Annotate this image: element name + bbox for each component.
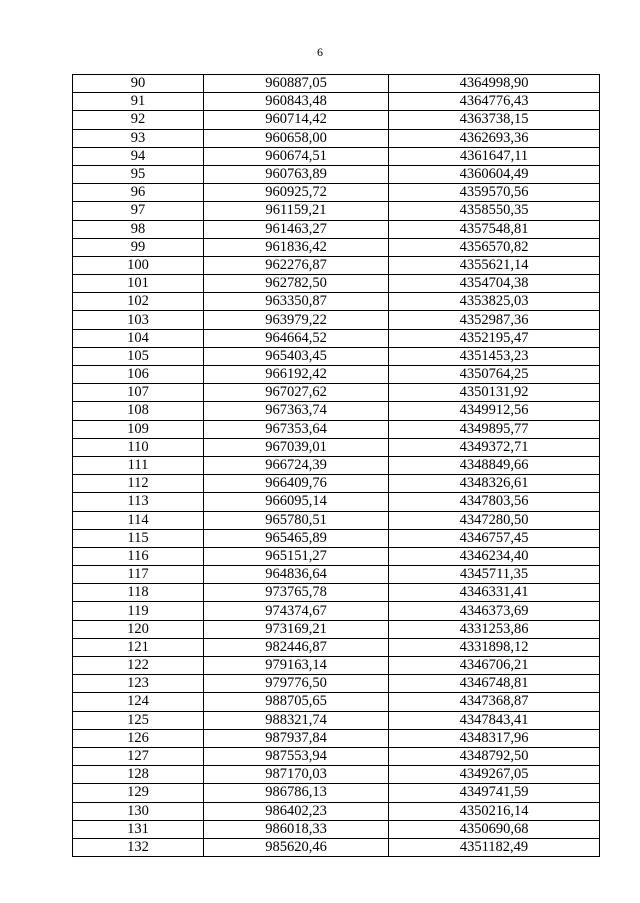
- y-coordinate-cell: 4352987,36: [389, 311, 600, 329]
- table-row: [73, 147, 600, 165]
- point-number-cell: 125: [73, 711, 204, 729]
- x-coordinate-cell: 965780,51: [204, 511, 389, 529]
- y-coordinate-cell: 4346331,41: [389, 584, 600, 602]
- y-coordinate-cell: 4357548,81: [389, 220, 600, 238]
- table-row: [73, 547, 600, 565]
- y-coordinate-cell: 4348849,66: [389, 456, 600, 474]
- y-coordinate-cell: 4346757,45: [389, 529, 600, 547]
- y-coordinate-cell: 4349372,71: [389, 438, 600, 456]
- point-number-cell: 130: [73, 802, 204, 820]
- x-coordinate-cell: 987553,94: [204, 747, 389, 765]
- point-number-cell: 110: [73, 438, 204, 456]
- x-coordinate-cell: 967039,01: [204, 438, 389, 456]
- point-number-cell: 121: [73, 638, 204, 656]
- y-coordinate-cell: 4362693,36: [389, 129, 600, 147]
- table-row: [73, 493, 600, 511]
- table-row: [73, 802, 600, 820]
- x-coordinate-cell: 974374,67: [204, 602, 389, 620]
- table-row: [73, 638, 600, 656]
- y-coordinate-cell: 4349741,59: [389, 784, 600, 802]
- x-coordinate-cell: 988705,65: [204, 693, 389, 711]
- table-row: [73, 165, 600, 183]
- x-coordinate-cell: 961159,21: [204, 202, 389, 220]
- point-number-cell: 126: [73, 729, 204, 747]
- table-row: [73, 220, 600, 238]
- table-row: [73, 475, 600, 493]
- x-coordinate-cell: 988321,74: [204, 711, 389, 729]
- x-coordinate-cell: 979163,14: [204, 657, 389, 675]
- table-row: [73, 511, 600, 529]
- y-coordinate-cell: 4331253,86: [389, 620, 600, 638]
- table-row: [73, 620, 600, 638]
- x-coordinate-cell: 987937,84: [204, 729, 389, 747]
- y-coordinate-cell: 4347843,41: [389, 711, 600, 729]
- coordinates-table-body: [73, 75, 600, 857]
- point-number-cell: 116: [73, 547, 204, 565]
- x-coordinate-cell: 986018,33: [204, 820, 389, 838]
- point-number-cell: 109: [73, 420, 204, 438]
- table-row: [73, 766, 600, 784]
- x-coordinate-cell: 960714,42: [204, 111, 389, 129]
- point-number-cell: 102: [73, 293, 204, 311]
- table-row: [73, 293, 600, 311]
- y-coordinate-cell: 4350216,14: [389, 802, 600, 820]
- y-coordinate-cell: 4355621,14: [389, 256, 600, 274]
- coordinates-table: [72, 74, 600, 857]
- x-coordinate-cell: 973169,21: [204, 620, 389, 638]
- x-coordinate-cell: 987170,03: [204, 766, 389, 784]
- x-coordinate-cell: 960925,72: [204, 184, 389, 202]
- point-number-cell: 111: [73, 456, 204, 474]
- table-row: [73, 529, 600, 547]
- y-coordinate-cell: 4347368,87: [389, 693, 600, 711]
- table-row: [73, 438, 600, 456]
- y-coordinate-cell: 4353825,03: [389, 293, 600, 311]
- x-coordinate-cell: 963979,22: [204, 311, 389, 329]
- x-coordinate-cell: 966409,76: [204, 475, 389, 493]
- table-row: [73, 75, 600, 93]
- point-number-cell: 107: [73, 384, 204, 402]
- y-coordinate-cell: 4351182,49: [389, 838, 600, 856]
- x-coordinate-cell: 966192,42: [204, 366, 389, 384]
- table-row: [73, 184, 600, 202]
- table-row: [73, 711, 600, 729]
- y-coordinate-cell: 4359570,56: [389, 184, 600, 202]
- point-number-cell: 95: [73, 165, 204, 183]
- y-coordinate-cell: 4354704,38: [389, 275, 600, 293]
- table-row: [73, 111, 600, 129]
- point-number-cell: 124: [73, 693, 204, 711]
- point-number-cell: 91: [73, 93, 204, 111]
- y-coordinate-cell: 4345711,35: [389, 566, 600, 584]
- point-number-cell: 128: [73, 766, 204, 784]
- y-coordinate-cell: 4351453,23: [389, 347, 600, 365]
- y-coordinate-cell: 4356570,82: [389, 238, 600, 256]
- y-coordinate-cell: 4350690,68: [389, 820, 600, 838]
- point-number-cell: 129: [73, 784, 204, 802]
- point-number-cell: 118: [73, 584, 204, 602]
- table-row: [73, 347, 600, 365]
- point-number-cell: 92: [73, 111, 204, 129]
- x-coordinate-cell: 965151,27: [204, 547, 389, 565]
- point-number-cell: 132: [73, 838, 204, 856]
- y-coordinate-cell: 4348326,61: [389, 475, 600, 493]
- page-number: 6: [317, 45, 323, 59]
- table-row: [73, 602, 600, 620]
- table-row: [73, 93, 600, 111]
- x-coordinate-cell: 965403,45: [204, 347, 389, 365]
- point-number-cell: 122: [73, 657, 204, 675]
- x-coordinate-cell: 964664,52: [204, 329, 389, 347]
- y-coordinate-cell: 4346748,81: [389, 675, 600, 693]
- y-coordinate-cell: 4346234,40: [389, 547, 600, 565]
- y-coordinate-cell: 4347280,50: [389, 511, 600, 529]
- y-coordinate-cell: 4349895,77: [389, 420, 600, 438]
- table-row: [73, 784, 600, 802]
- x-coordinate-cell: 962276,87: [204, 256, 389, 274]
- x-coordinate-cell: 967353,64: [204, 420, 389, 438]
- x-coordinate-cell: 985620,46: [204, 838, 389, 856]
- point-number-cell: 106: [73, 366, 204, 384]
- point-number-cell: 113: [73, 493, 204, 511]
- y-coordinate-cell: 4349267,05: [389, 766, 600, 784]
- point-number-cell: 112: [73, 475, 204, 493]
- point-number-cell: 115: [73, 529, 204, 547]
- point-number-cell: 98: [73, 220, 204, 238]
- point-number-cell: 100: [73, 256, 204, 274]
- point-number-cell: 120: [73, 620, 204, 638]
- y-coordinate-cell: 4348792,50: [389, 747, 600, 765]
- y-coordinate-cell: 4363738,15: [389, 111, 600, 129]
- x-coordinate-cell: 986786,13: [204, 784, 389, 802]
- table-row: [73, 129, 600, 147]
- table-row: [73, 657, 600, 675]
- x-coordinate-cell: 982446,87: [204, 638, 389, 656]
- point-number-cell: 90: [73, 75, 204, 93]
- table-row: [73, 675, 600, 693]
- x-coordinate-cell: 964836,64: [204, 566, 389, 584]
- y-coordinate-cell: 4352195,47: [389, 329, 600, 347]
- point-number-cell: 97: [73, 202, 204, 220]
- table-row: [73, 311, 600, 329]
- x-coordinate-cell: 966724,39: [204, 456, 389, 474]
- y-coordinate-cell: 4346373,69: [389, 602, 600, 620]
- x-coordinate-cell: 960763,89: [204, 165, 389, 183]
- x-coordinate-cell: 961463,27: [204, 220, 389, 238]
- point-number-cell: 123: [73, 675, 204, 693]
- table-row: [73, 820, 600, 838]
- point-number-cell: 104: [73, 329, 204, 347]
- x-coordinate-cell: 973765,78: [204, 584, 389, 602]
- x-coordinate-cell: 986402,23: [204, 802, 389, 820]
- table-row: [73, 584, 600, 602]
- x-coordinate-cell: 965465,89: [204, 529, 389, 547]
- y-coordinate-cell: 4358550,35: [389, 202, 600, 220]
- table-row: [73, 693, 600, 711]
- table-row: [73, 366, 600, 384]
- point-number-cell: 119: [73, 602, 204, 620]
- point-number-cell: 94: [73, 147, 204, 165]
- y-coordinate-cell: 4347803,56: [389, 493, 600, 511]
- table-row: [73, 275, 600, 293]
- table-row: [73, 238, 600, 256]
- point-number-cell: 101: [73, 275, 204, 293]
- table-row: [73, 838, 600, 856]
- x-coordinate-cell: 960674,51: [204, 147, 389, 165]
- x-coordinate-cell: 961836,42: [204, 238, 389, 256]
- x-coordinate-cell: 960658,00: [204, 129, 389, 147]
- x-coordinate-cell: 960887,05: [204, 75, 389, 93]
- x-coordinate-cell: 960843,48: [204, 93, 389, 111]
- table-row: [73, 566, 600, 584]
- x-coordinate-cell: 966095,14: [204, 493, 389, 511]
- y-coordinate-cell: 4360604,49: [389, 165, 600, 183]
- table-row: [73, 747, 600, 765]
- x-coordinate-cell: 979776,50: [204, 675, 389, 693]
- table-row: [73, 256, 600, 274]
- point-number-cell: 131: [73, 820, 204, 838]
- point-number-cell: 96: [73, 184, 204, 202]
- y-coordinate-cell: 4364998,90: [389, 75, 600, 93]
- y-coordinate-cell: 4348317,96: [389, 729, 600, 747]
- table-row: [73, 329, 600, 347]
- point-number-cell: 117: [73, 566, 204, 584]
- point-number-cell: 99: [73, 238, 204, 256]
- y-coordinate-cell: 4349912,56: [389, 402, 600, 420]
- y-coordinate-cell: 4350764,25: [389, 366, 600, 384]
- x-coordinate-cell: 967363,74: [204, 402, 389, 420]
- point-number-cell: 114: [73, 511, 204, 529]
- table-row: [73, 729, 600, 747]
- point-number-cell: 108: [73, 402, 204, 420]
- table-row: [73, 456, 600, 474]
- table-row: [73, 202, 600, 220]
- point-number-cell: 105: [73, 347, 204, 365]
- x-coordinate-cell: 967027,62: [204, 384, 389, 402]
- point-number-cell: 93: [73, 129, 204, 147]
- x-coordinate-cell: 963350,87: [204, 293, 389, 311]
- table-row: [73, 420, 600, 438]
- y-coordinate-cell: 4350131,92: [389, 384, 600, 402]
- table-row: [73, 402, 600, 420]
- table-row: [73, 384, 600, 402]
- point-number-cell: 103: [73, 311, 204, 329]
- y-coordinate-cell: 4346706,21: [389, 657, 600, 675]
- y-coordinate-cell: 4331898,12: [389, 638, 600, 656]
- point-number-cell: 127: [73, 747, 204, 765]
- y-coordinate-cell: 4364776,43: [389, 93, 600, 111]
- x-coordinate-cell: 962782,50: [204, 275, 389, 293]
- y-coordinate-cell: 4361647,11: [389, 147, 600, 165]
